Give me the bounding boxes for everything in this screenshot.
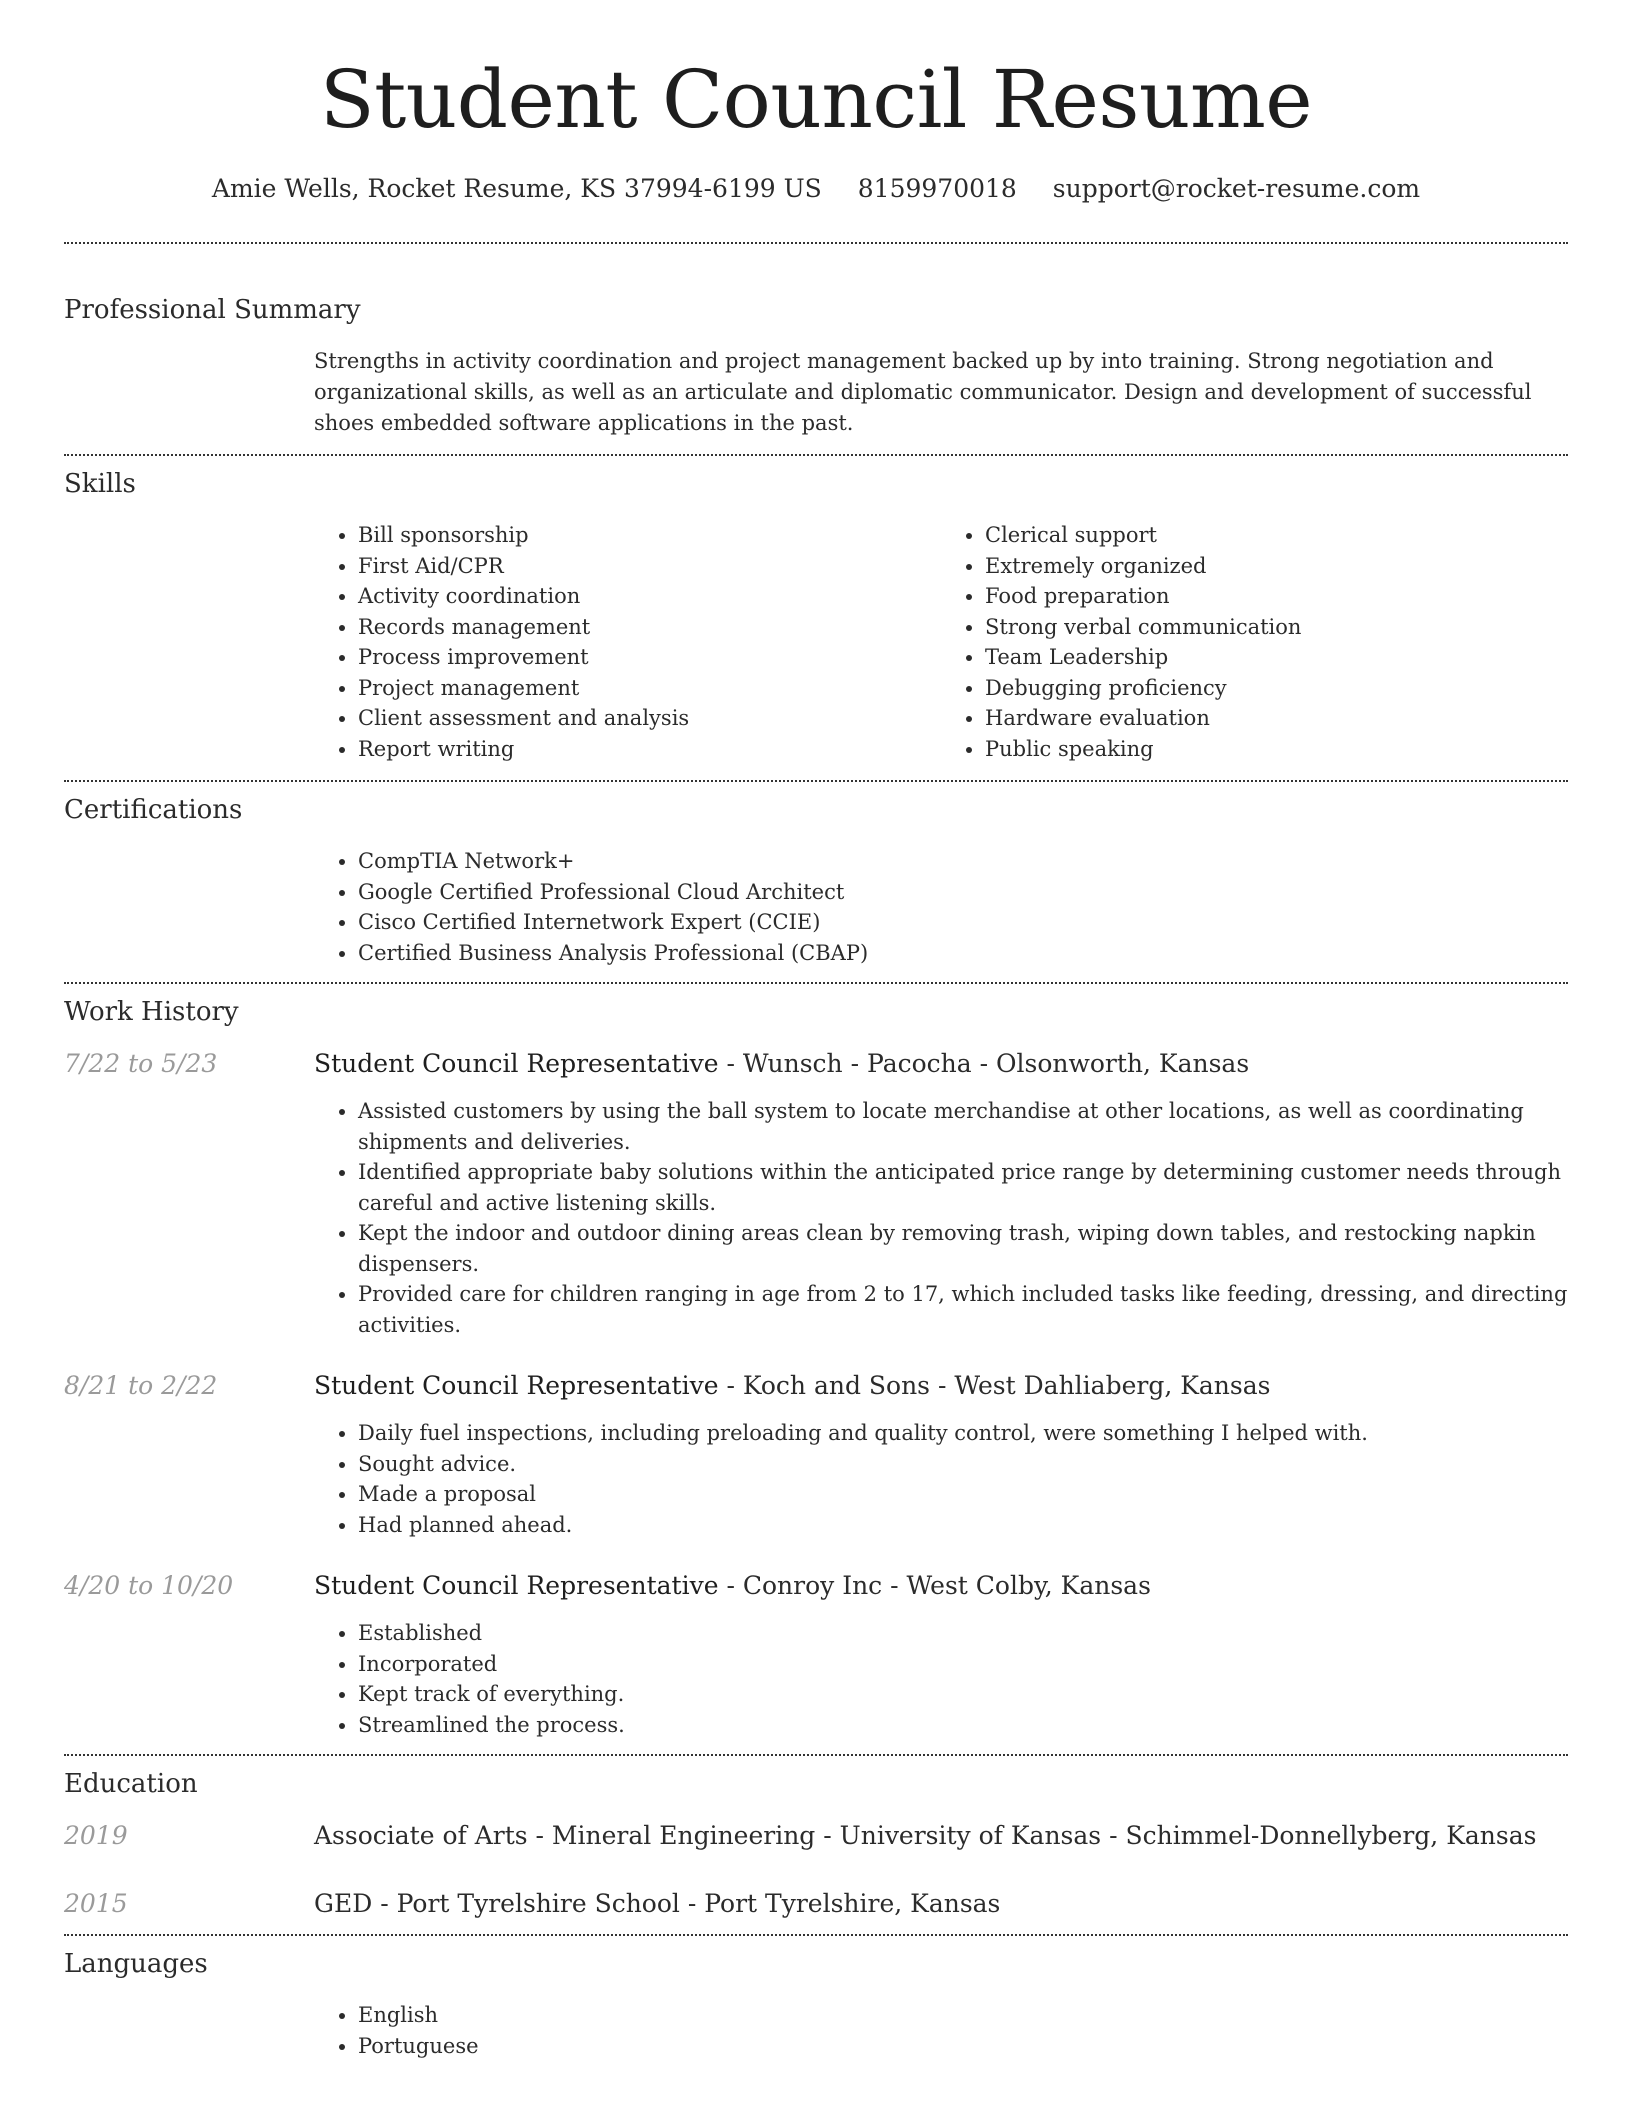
skill-item: • Report writing <box>358 734 941 765</box>
work-bullet: • Kept track of everything. <box>358 1679 1568 1710</box>
work-entry-date: 4/20 to 10/20 <box>64 1571 234 1600</box>
skills-section <box>64 456 1568 780</box>
section-title-certifications: Certifications <box>64 795 243 825</box>
education-entry-heading: GED - Port Tyrelshire School - Port Tyrelshire, Kansas <box>314 1889 1001 1918</box>
work-bullet: • Assisted customers by using the ball system to locate merchandise at other locations, as well as coordinating shipments and deliveries. <box>358 1096 1568 1157</box>
certification-item: • Certified Business Analysis Professional (CBAP) <box>358 938 1568 969</box>
work-entry-employer: - Koch and Sons - West Dahliaberg, Kansas <box>718 1371 1271 1400</box>
work-bullet: • Identified appropriate baby solutions within the anticipated price range by determining customer needs through careful and active listening skills. <box>358 1157 1568 1218</box>
skill-item: • Bill sponsorship <box>358 520 941 551</box>
contact-line <box>64 174 1568 204</box>
summary-section <box>64 244 1568 454</box>
work-entry-bullets <box>314 1096 1568 1340</box>
work-bullet: • Established <box>358 1618 1568 1649</box>
work-entry-role: Student Council Representative <box>314 1049 719 1078</box>
work-entry <box>64 1048 1568 1340</box>
resume-title: Student Council Resume <box>319 53 1313 146</box>
skill-item: • Process improvement <box>358 642 941 673</box>
education-entry <box>64 1888 1568 1920</box>
work-entry-date: 7/22 to 5/23 <box>64 1049 218 1078</box>
contact-email: support@rocket-resume.com <box>1052 174 1421 203</box>
work-entry <box>64 1370 1568 1540</box>
certification-item: • Google Certified Professional Cloud Architect <box>358 877 1568 908</box>
certifications-list <box>314 846 1568 968</box>
skill-item: • Strong verbal communication <box>985 612 1568 643</box>
skill-item: • Hardware evaluation <box>985 703 1568 734</box>
contact-address: Amie Wells, Rocket Resume, KS 37994-6199 US <box>211 174 822 203</box>
education-entries <box>64 1820 1568 1920</box>
skills-columns <box>314 520 1568 764</box>
section-title-work-history: Work History <box>64 997 239 1027</box>
languages-section <box>64 1936 1568 2061</box>
skills-list-right <box>941 520 1568 764</box>
work-entry-employer: - Wunsch - Pacocha - Olsonworth, Kansas <box>718 1049 1250 1078</box>
certification-item: • CompTIA Network+ <box>358 846 1568 877</box>
section-title-skills: Skills <box>64 469 136 499</box>
work-entry-heading <box>314 1370 1568 1402</box>
summary-content <box>314 346 1568 439</box>
education-entry <box>64 1820 1568 1852</box>
work-history-section <box>64 984 1568 1754</box>
certifications-section <box>64 782 1568 982</box>
work-entry-date: 8/21 to 2/22 <box>64 1371 218 1400</box>
work-entry-bullets <box>314 1618 1568 1740</box>
education-entry-date: 2015 <box>64 1889 128 1918</box>
work-entry-role: Student Council Representative <box>314 1571 719 1600</box>
language-item: • Portuguese <box>358 2031 1568 2062</box>
work-entry-bullets <box>314 1418 1568 1540</box>
work-bullet: • Incorporated <box>358 1649 1568 1680</box>
skill-item: • Debugging proficiency <box>985 673 1568 704</box>
skill-item: • Public speaking <box>985 734 1568 765</box>
contact-phone: 8159970018 <box>857 174 1017 203</box>
skill-item: • Extremely organized <box>985 551 1568 582</box>
skill-item: • Team Leadership <box>985 642 1568 673</box>
work-entry-role: Student Council Representative <box>314 1371 719 1400</box>
work-entry-heading <box>314 1570 1568 1602</box>
work-bullet: • Kept the indoor and outdoor dining areas clean by removing trash, wiping down tables, and restocking napkin dispensers. <box>358 1218 1568 1279</box>
work-bullet: • Made a proposal <box>358 1479 1568 1510</box>
skill-item: • Activity coordination <box>358 581 941 612</box>
skill-item: • First Aid/CPR <box>358 551 941 582</box>
work-entry-details <box>314 1618 1568 1740</box>
certifications-content <box>314 846 1568 968</box>
work-entries <box>64 1048 1568 1740</box>
work-bullet: • Streamlined the process. <box>358 1710 1568 1741</box>
languages-content <box>314 2000 1568 2061</box>
work-entry-details <box>314 1096 1568 1340</box>
languages-list <box>314 2000 1568 2061</box>
work-bullet: • Provided care for children ranging in age from 2 to 17, which included tasks like feeding, dressing, and directing activities. <box>358 1279 1568 1340</box>
skills-list-left <box>314 520 941 764</box>
skill-item: • Records management <box>358 612 941 643</box>
resume-page <box>64 0 1568 2061</box>
work-entry <box>64 1570 1568 1740</box>
work-entry-heading <box>314 1048 1568 1080</box>
work-bullet: • Daily fuel inspections, including preloading and quality control, were something I helped with. <box>358 1418 1568 1449</box>
summary-text: Strengths in activity coordination and project management backed up by into training. Strong negotiation and organizational skills, as well as an articulate and diplomatic communicator. Design and development of successful shoes embedded software applications in the past. <box>314 349 1532 435</box>
skill-item: • Food preparation <box>985 581 1568 612</box>
skill-item: • Client assessment and analysis <box>358 703 941 734</box>
work-bullet: • Sought advice. <box>358 1449 1568 1480</box>
work-entry-details <box>314 1418 1568 1540</box>
skill-item: • Project management <box>358 673 941 704</box>
skill-item: • Clerical support <box>985 520 1568 551</box>
section-title-education: Education <box>64 1769 198 1799</box>
certification-item: • Cisco Certified Internetwork Expert (CCIE) <box>358 907 1568 938</box>
language-item: • English <box>358 2000 1568 2031</box>
work-entry-employer: - Conroy Inc - West Colby, Kansas <box>718 1571 1151 1600</box>
education-entry-date: 2019 <box>64 1821 128 1850</box>
section-title-languages: Languages <box>64 1949 208 1979</box>
section-title-summary: Professional Summary <box>64 295 361 325</box>
work-bullet: • Had planned ahead. <box>358 1510 1568 1541</box>
education-section <box>64 1756 1568 1934</box>
education-entry-heading: Associate of Arts - Mineral Engineering - University of Kansas - Schimmel-Donnellyberg, Kansas <box>314 1821 1537 1850</box>
